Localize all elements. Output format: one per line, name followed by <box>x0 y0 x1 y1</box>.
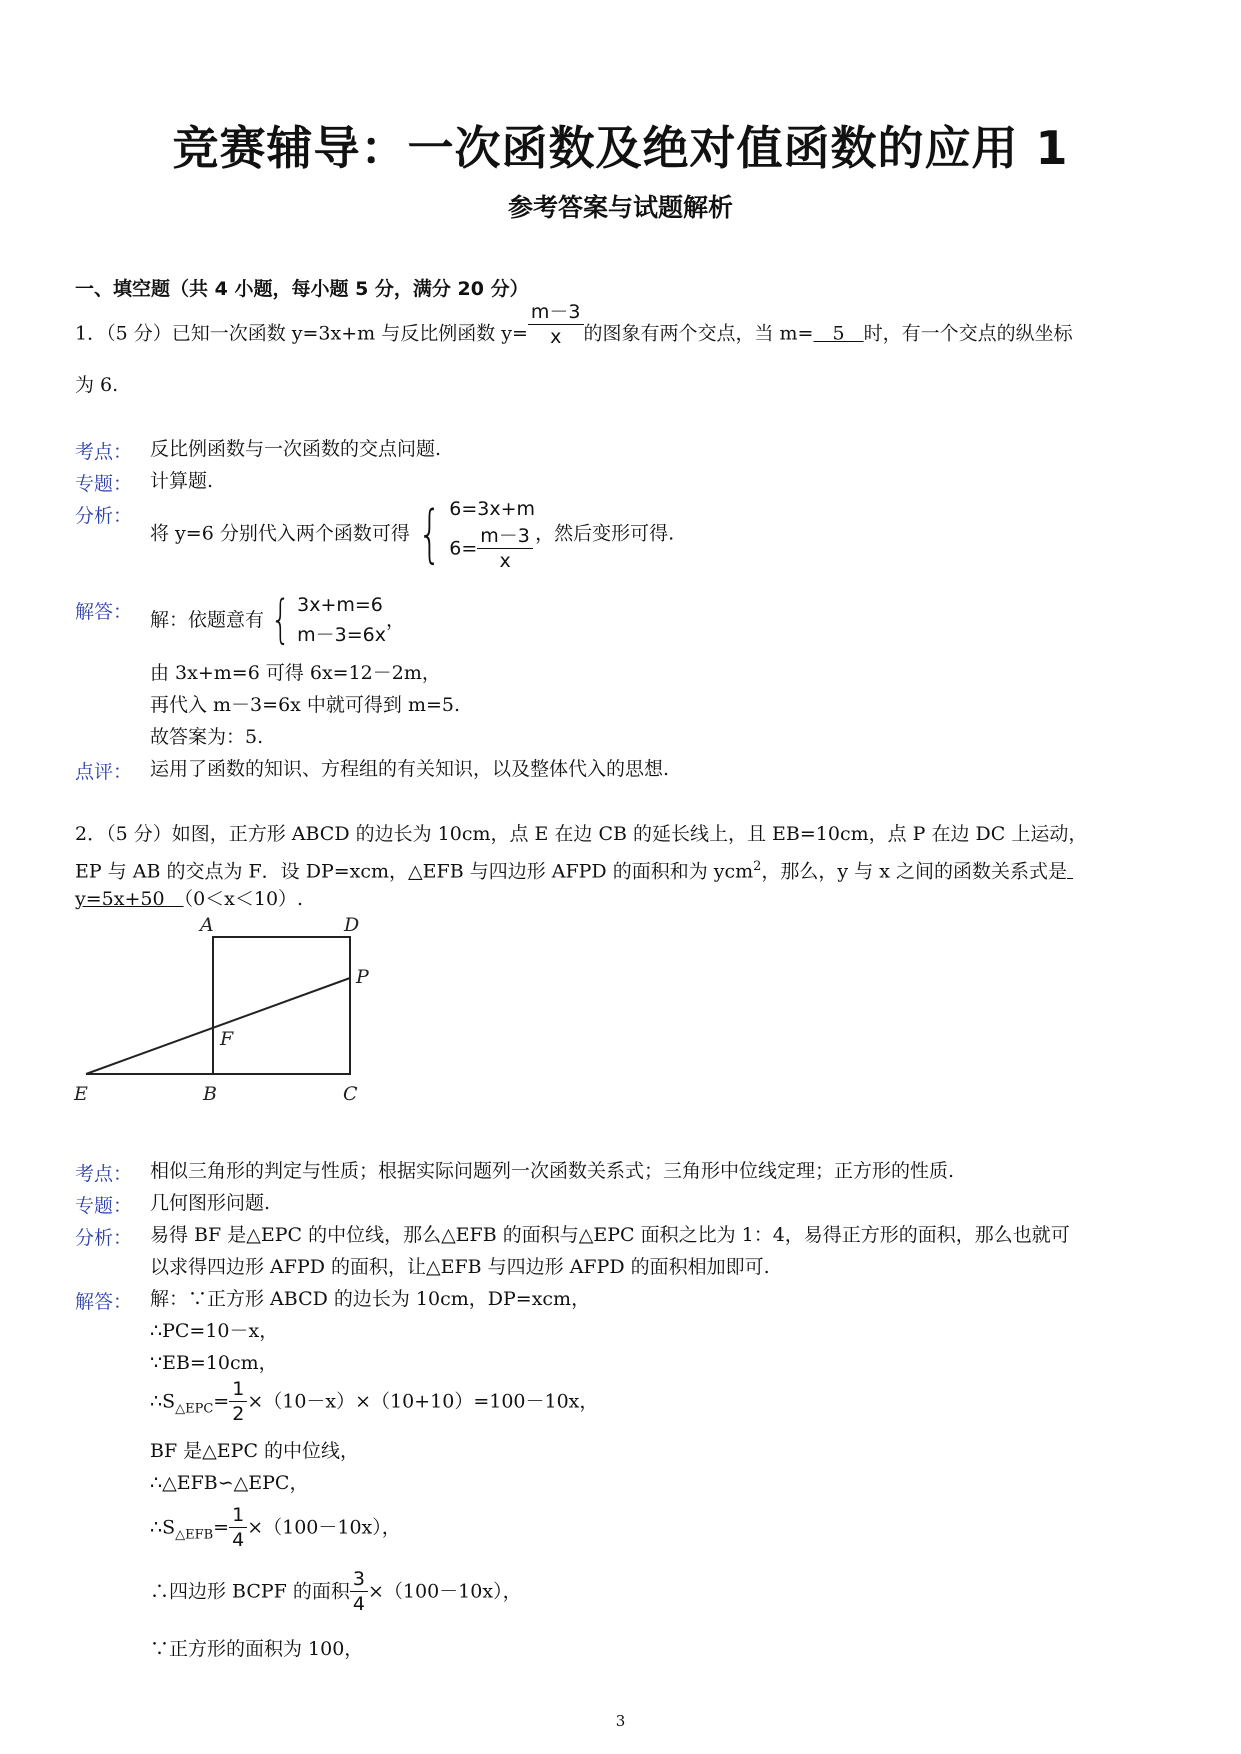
q1-answer: 5 <box>813 322 864 345</box>
label-f: F <box>220 1028 234 1050</box>
q2-jieda-line4: $\therefore S_{\triangle EPC}=$ $\frac{1}{2}$ ×（10－x）×（10+10）=100－10x， <box>150 1378 599 1425</box>
q1-dianping: 运用了函数的知识、方程组的有关知识，以及整体代入的思想. <box>150 758 670 780</box>
segment-ep <box>86 978 350 1074</box>
q2-kaodian: 相似三角形的判定与性质；根据实际问题列一次函数关系式；三角形中位线定理；正方形的性质. <box>150 1160 955 1182</box>
q1-zhuanti-label: 专题： <box>75 473 133 495</box>
q2-jieda-line2: ∴PC=10－x， <box>150 1320 279 1342</box>
q2-jieda-line3: ∵EB=10cm， <box>150 1352 278 1374</box>
q1-jieda-system: { 3x+m=6 m－3=6x <box>270 590 386 650</box>
q2-jieda-line7: $\therefore S_{\triangle EFB}=$ $\frac{1}{4}$ ×（100－10x）， <box>150 1504 401 1551</box>
q2-jieda-line5: BF 是△EPC 的中位线， <box>150 1440 360 1462</box>
q2-zhuanti-label: 专题： <box>75 1195 133 1217</box>
q2-fenxi-line1: 易得 BF 是△EPC 的中位线，那么△EFB 的面积与△EPC 面积之比为 1：4，易得正方形的面积，那么也就可 <box>150 1224 1070 1246</box>
q2-jieda-line6: ∴△EFB∽△EPC， <box>150 1472 309 1494</box>
q2-stem-line1: 2．（5 分）如图，正方形 ABCD 的边长为 10cm，点 E 在边 CB 的延长线上，且 EB=10cm，点 P 在边 DC 上运动， <box>75 823 1088 845</box>
q1-fenxi-system: { 6=3x+m 6= $\frac{m-3}{x}$ <box>417 496 536 572</box>
page-number: 3 <box>615 1712 626 1730</box>
q1-stem-c: 时，有一个交点的纵坐标 <box>863 322 1073 345</box>
q2-answer: y=5x+50 <box>75 888 184 910</box>
q1-jieda-label: 解答： <box>75 601 133 623</box>
q1-stem-line1 <box>75 301 1073 349</box>
q1-fenxi-label: 分析： <box>75 505 133 527</box>
q2-kaodian-label: 考点： <box>75 1163 133 1185</box>
q1-stem-b: 的图象有两个交点，当 m= <box>583 322 814 345</box>
q1-kaodian-label: 考点： <box>75 441 133 463</box>
q2-stem-line3: y=5x+50 （0＜x＜10）. <box>75 888 304 910</box>
label-d: D <box>344 915 360 936</box>
q1-zhuanti: 计算题. <box>150 470 214 492</box>
q1-jieda-line4: 故答案为：5. <box>150 726 264 748</box>
q1-jieda-line3: 再代入 m－3=6x 中就可得到 m=5. <box>150 694 461 716</box>
square-abcd <box>213 937 350 1074</box>
label-c: C <box>343 1083 358 1105</box>
q2-figure <box>70 915 390 1105</box>
label-b: B <box>203 1083 217 1105</box>
q1-jieda-line2: 由 3x+m=6 可得 6x=12－2m， <box>150 662 441 684</box>
q1-fraction: $\frac{m-3}{x}$ <box>528 300 584 349</box>
page-subtitle: 参考答案与试题解析 <box>507 193 733 222</box>
q2-stem-line2: EP 与 AB 的交点为 F．设 DP=xcm，△EFB 与四边形 AFPD 的面积和为 ycm$^2$，那么，y 与 x 之间的函数关系式是 <box>75 859 1067 883</box>
q2-zhuanti: 几何图形问题. <box>150 1192 271 1214</box>
q1-jieda-line1: 解：依题意有 { 3x+m=6 m－3=6x ， <box>150 590 405 650</box>
label-e: E <box>74 1083 88 1105</box>
q2-jieda-label: 解答： <box>75 1291 133 1313</box>
label-p: P <box>356 966 369 988</box>
q2-fenxi-line2: 以求得四边形 AFPD 的面积，让△EFB 与四边形 AFPD 的面积相加即可. <box>150 1256 770 1278</box>
q2-jieda-line9: ∵正方形的面积为 100， <box>150 1638 364 1660</box>
q1-dianping-label: 点评： <box>75 761 133 783</box>
section-heading: 一、填空题（共 4 小题，每小题 5 分，满分 20 分） <box>75 278 529 300</box>
q2-jieda-line8: ∴四边形 BCPF 的面积 $\frac{3}{4}$ ×（100－10x）， <box>150 1568 522 1615</box>
q1-kaodian: 反比例函数与一次函数的交点问题. <box>150 438 442 460</box>
q1-stem-line2: 为 6. <box>75 374 119 396</box>
q1-fenxi: 将 y=6 分别代入两个函数可得 { 6=3x+m 6= $\frac{m-3}{x}$ ，然后变形可得. <box>150 494 674 573</box>
page-title: 竞赛辅导：一次函数及绝对值函数的应用 1 <box>172 121 1069 175</box>
label-a: A <box>200 915 214 936</box>
q2-jieda-line1: 解：∵正方形 ABCD 的边长为 10cm，DP=xcm， <box>150 1288 591 1310</box>
q1-stem-a: 1．（5 分）已知一次函数 y=3x+m 与反比例函数 y= <box>75 322 528 345</box>
q2-fenxi-label: 分析： <box>75 1227 133 1249</box>
